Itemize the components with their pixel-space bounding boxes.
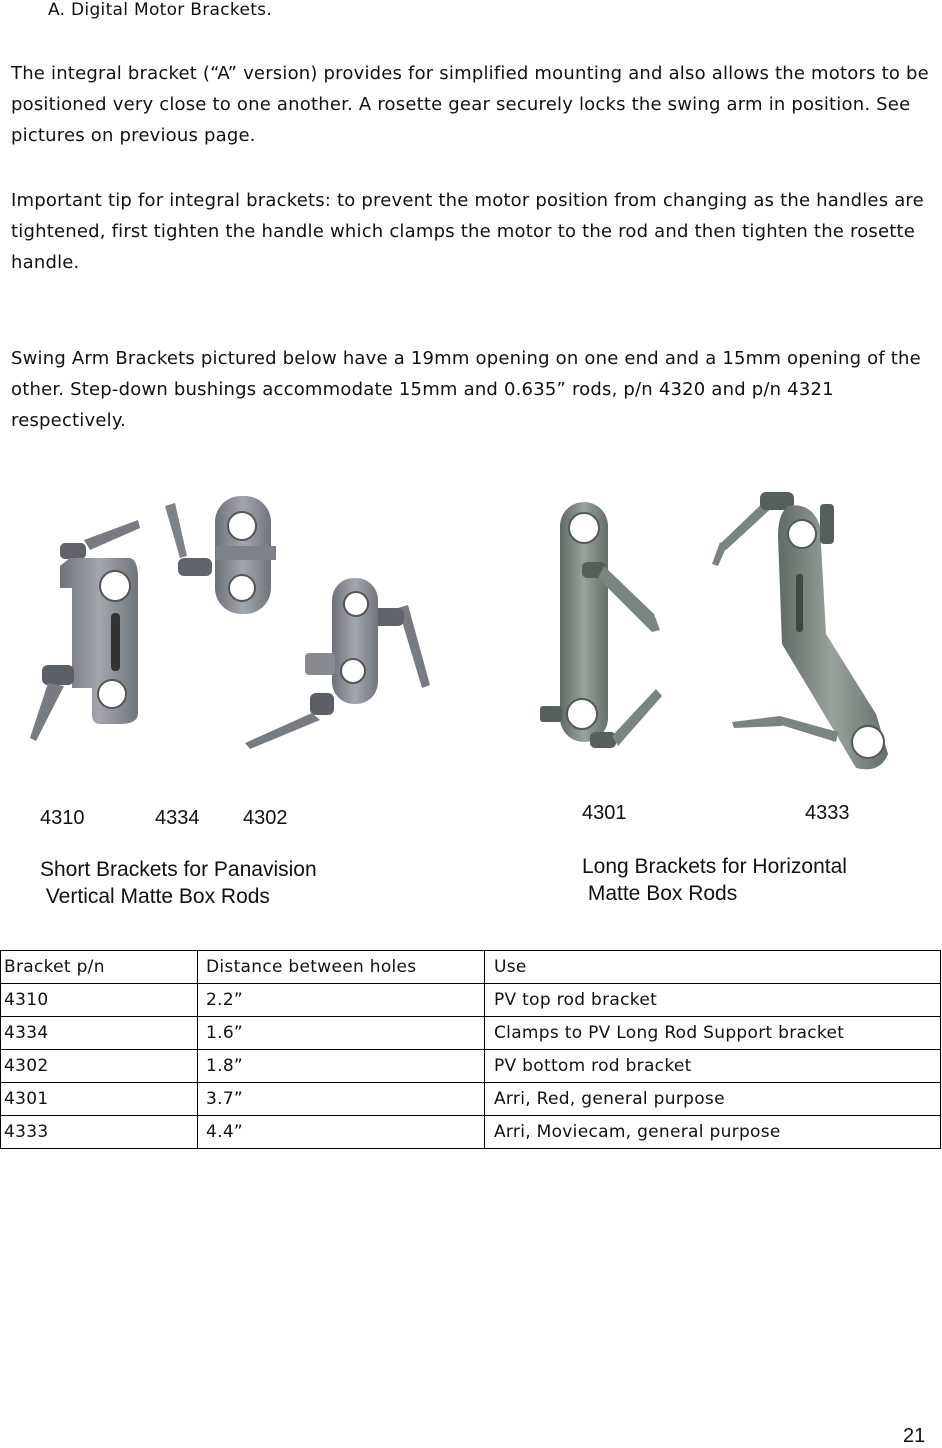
paragraph-integral-bracket: The integral bracket (“A” version) provides for simplified mounting and also allows the motors to be positioned very close to one another. A rosette gear securely locks the swing arm in position. See pictures on previous page.: [11, 63, 929, 146]
page-number: 21: [903, 1425, 926, 1447]
long-brackets-caption: Long Brackets for Horizontal Matte Box Rods: [582, 855, 847, 905]
table-header-cell: Use: [485, 951, 941, 984]
table-cell: 4334: [1, 1017, 198, 1050]
table-cell: 4.4”: [198, 1116, 485, 1149]
bracket-4302-image: [245, 578, 430, 749]
table-cell: 1.8”: [198, 1050, 485, 1083]
figure-label-4333: 4333: [805, 802, 850, 824]
paragraph-swing-arm: Swing Arm Brackets pictured below have a 19mm opening on one end and a 15mm opening of the other. Step-down bushings accommodate 15mm and 0.635” rods, p/n 4320 and p/n 4321 respectively.: [11, 348, 921, 431]
table-header-row: [1, 951, 941, 984]
table-cell: 4310: [1, 984, 198, 1017]
table-row: [1, 1116, 941, 1149]
table-cell: 2.2”: [198, 984, 485, 1017]
table-row: [1, 1083, 941, 1116]
bracket-4333-image: [712, 492, 888, 769]
table-row: [1, 1050, 941, 1083]
section-heading: A. Digital Motor Brackets.: [48, 0, 273, 20]
figure-label-4301: 4301: [582, 802, 627, 824]
table-cell: PV bottom rod bracket: [485, 1050, 941, 1083]
table-row: [1, 1017, 941, 1050]
table-header-cell: Bracket p/n: [1, 951, 198, 984]
figure-label-4310: 4310: [40, 807, 85, 829]
figure-label-4302: 4302: [243, 807, 288, 829]
table-cell: Arri, Moviecam, general purpose: [485, 1116, 941, 1149]
table-cell: 1.6”: [198, 1017, 485, 1050]
table-cell: 4301: [1, 1083, 198, 1116]
short-brackets-caption: Short Brackets for Panavision Vertical Matte Box Rods: [40, 858, 317, 908]
bracket-4334-image: [165, 496, 276, 614]
table-row: [1, 984, 941, 1017]
table-cell: Clamps to PV Long Rod Support bracket: [485, 1017, 941, 1050]
bracket-4301-image: [540, 502, 662, 748]
table-header-cell: Distance between holes: [198, 951, 485, 984]
table-cell: PV top rod bracket: [485, 984, 941, 1017]
long-brackets-photo: [520, 484, 920, 784]
paragraph-integral-tip: Important tip for integral brackets: to prevent the motor position from changing as the handles are tightened, first tighten the handle which clamps the motor to the rod and then tighten the rosette handle.: [11, 190, 924, 273]
table-cell: 3.7”: [198, 1083, 485, 1116]
table-cell: 4302: [1, 1050, 198, 1083]
bracket-4310-image: [30, 520, 140, 741]
table-cell: Arri, Red, general purpose: [485, 1083, 941, 1116]
figure-label-4334: 4334: [155, 807, 200, 829]
short-brackets-photo: [20, 488, 440, 756]
table-cell: 4333: [1, 1116, 198, 1149]
bracket-spec-table: [0, 950, 941, 1149]
